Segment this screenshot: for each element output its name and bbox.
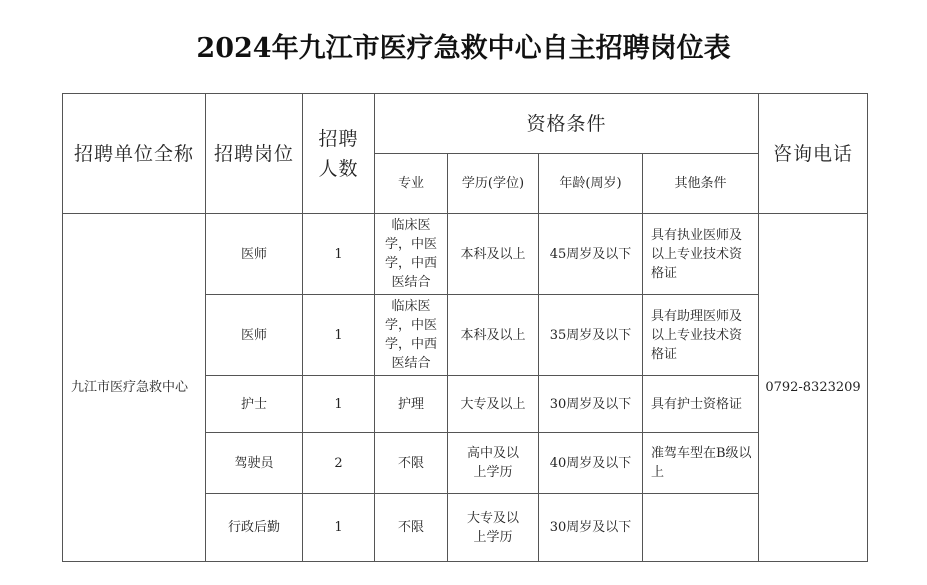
position-cell: 行政后勤 (206, 494, 303, 562)
header-education: 学历(学位) (448, 154, 539, 214)
education-cell: 大专及以上 (448, 376, 539, 433)
other-cell: 具有助理医师及以上专业技术资格证 (643, 295, 759, 376)
major-cell: 不限 (375, 433, 448, 494)
major-cell: 不限 (375, 494, 448, 562)
header-other: 其他条件 (643, 154, 759, 214)
age-cell: 30周岁及以下 (539, 376, 643, 433)
education-cell: 大专及以上学历 (448, 494, 539, 562)
header-position: 招聘岗位 (206, 94, 303, 214)
major-cell: 临床医学，中医学，中西医结合 (375, 295, 448, 376)
other-cell: 具有执业医师及以上专业技术资格证 (643, 214, 759, 295)
other-cell (643, 494, 759, 562)
position-cell: 护士 (206, 376, 303, 433)
header-unit: 招聘单位全称 (63, 94, 206, 214)
count-cell: 1 (303, 214, 375, 295)
education-cell: 本科及以上 (448, 214, 539, 295)
education-cell: 高中及以上学历 (448, 433, 539, 494)
page-title: 2024年九江市医疗急救中心自主招聘岗位表 (196, 33, 731, 64)
phone-cell: 0792-8323209 (759, 214, 868, 562)
age-cell: 45周岁及以下 (539, 214, 643, 295)
other-cell: 准驾车型在B级以上 (643, 433, 759, 494)
header-phone: 咨询电话 (759, 94, 868, 214)
count-cell: 1 (303, 376, 375, 433)
major-cell: 临床医学，中医学，中西医结合 (375, 214, 448, 295)
age-cell: 35周岁及以下 (539, 295, 643, 376)
position-cell: 医师 (206, 214, 303, 295)
age-cell: 30周岁及以下 (539, 494, 643, 562)
recruitment-table (62, 93, 868, 562)
header-major: 专业 (375, 154, 448, 214)
major-cell: 护理 (375, 376, 448, 433)
table-row (63, 214, 868, 295)
count-cell: 1 (303, 494, 375, 562)
position-cell: 医师 (206, 295, 303, 376)
unit-name-cell: 九江市医疗急救中心 (63, 214, 206, 562)
header-count: 招聘人数 (303, 94, 375, 214)
count-cell: 1 (303, 295, 375, 376)
header-age: 年龄(周岁) (539, 154, 643, 214)
count-cell: 2 (303, 433, 375, 494)
header-row-1 (63, 94, 868, 154)
other-cell: 具有护士资格证 (643, 376, 759, 433)
header-qualifications: 资格条件 (375, 94, 759, 154)
age-cell: 40周岁及以下 (539, 433, 643, 494)
position-cell: 驾驶员 (206, 433, 303, 494)
education-cell: 本科及以上 (448, 295, 539, 376)
